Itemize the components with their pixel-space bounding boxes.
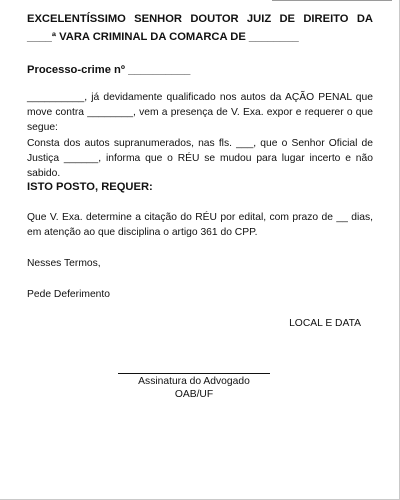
signature-line — [118, 373, 270, 374]
closing-terms: Nesses Termos, — [27, 258, 101, 269]
case-reference: Processo-crime nº __________ — [27, 64, 191, 76]
paragraph-intro: __________, já devidamente qualificado nos autos da AÇÃO PENAL que move contra ________, vem a presença de V. Exa. expor e requerer o que segue: — [27, 92, 373, 133]
signature-block — [118, 375, 270, 401]
paragraph-facts: Consta dos autos supranumerados, nas fls. ___, que o Senhor Oficial de Justiça ______, informa que o RÉU se mudou para lugar incerto e não sabido. — [27, 138, 373, 179]
paragraph-request: Que V. Exa. determine a citação do RÉU por edital, com prazo de __ dias, em atenção ao que disciplina o artigo 361 do CPP. — [27, 212, 373, 238]
signature-label: Assinatura do Advogado — [138, 376, 250, 387]
closing-request: Pede Deferimento — [27, 289, 110, 300]
document-heading: EXCELENTÍSSIMO SENHOR DOUTOR JUIZ DE DIREITO DA ____ª VARA CRIMINAL DA COMARCA DE ________ — [27, 13, 373, 43]
place-and-date: LOCAL E DATA — [289, 318, 361, 329]
top-rule — [272, 0, 392, 1]
signature-oab: OAB/UF — [174, 389, 214, 400]
request-heading: ISTO POSTO, REQUER: — [27, 181, 153, 193]
